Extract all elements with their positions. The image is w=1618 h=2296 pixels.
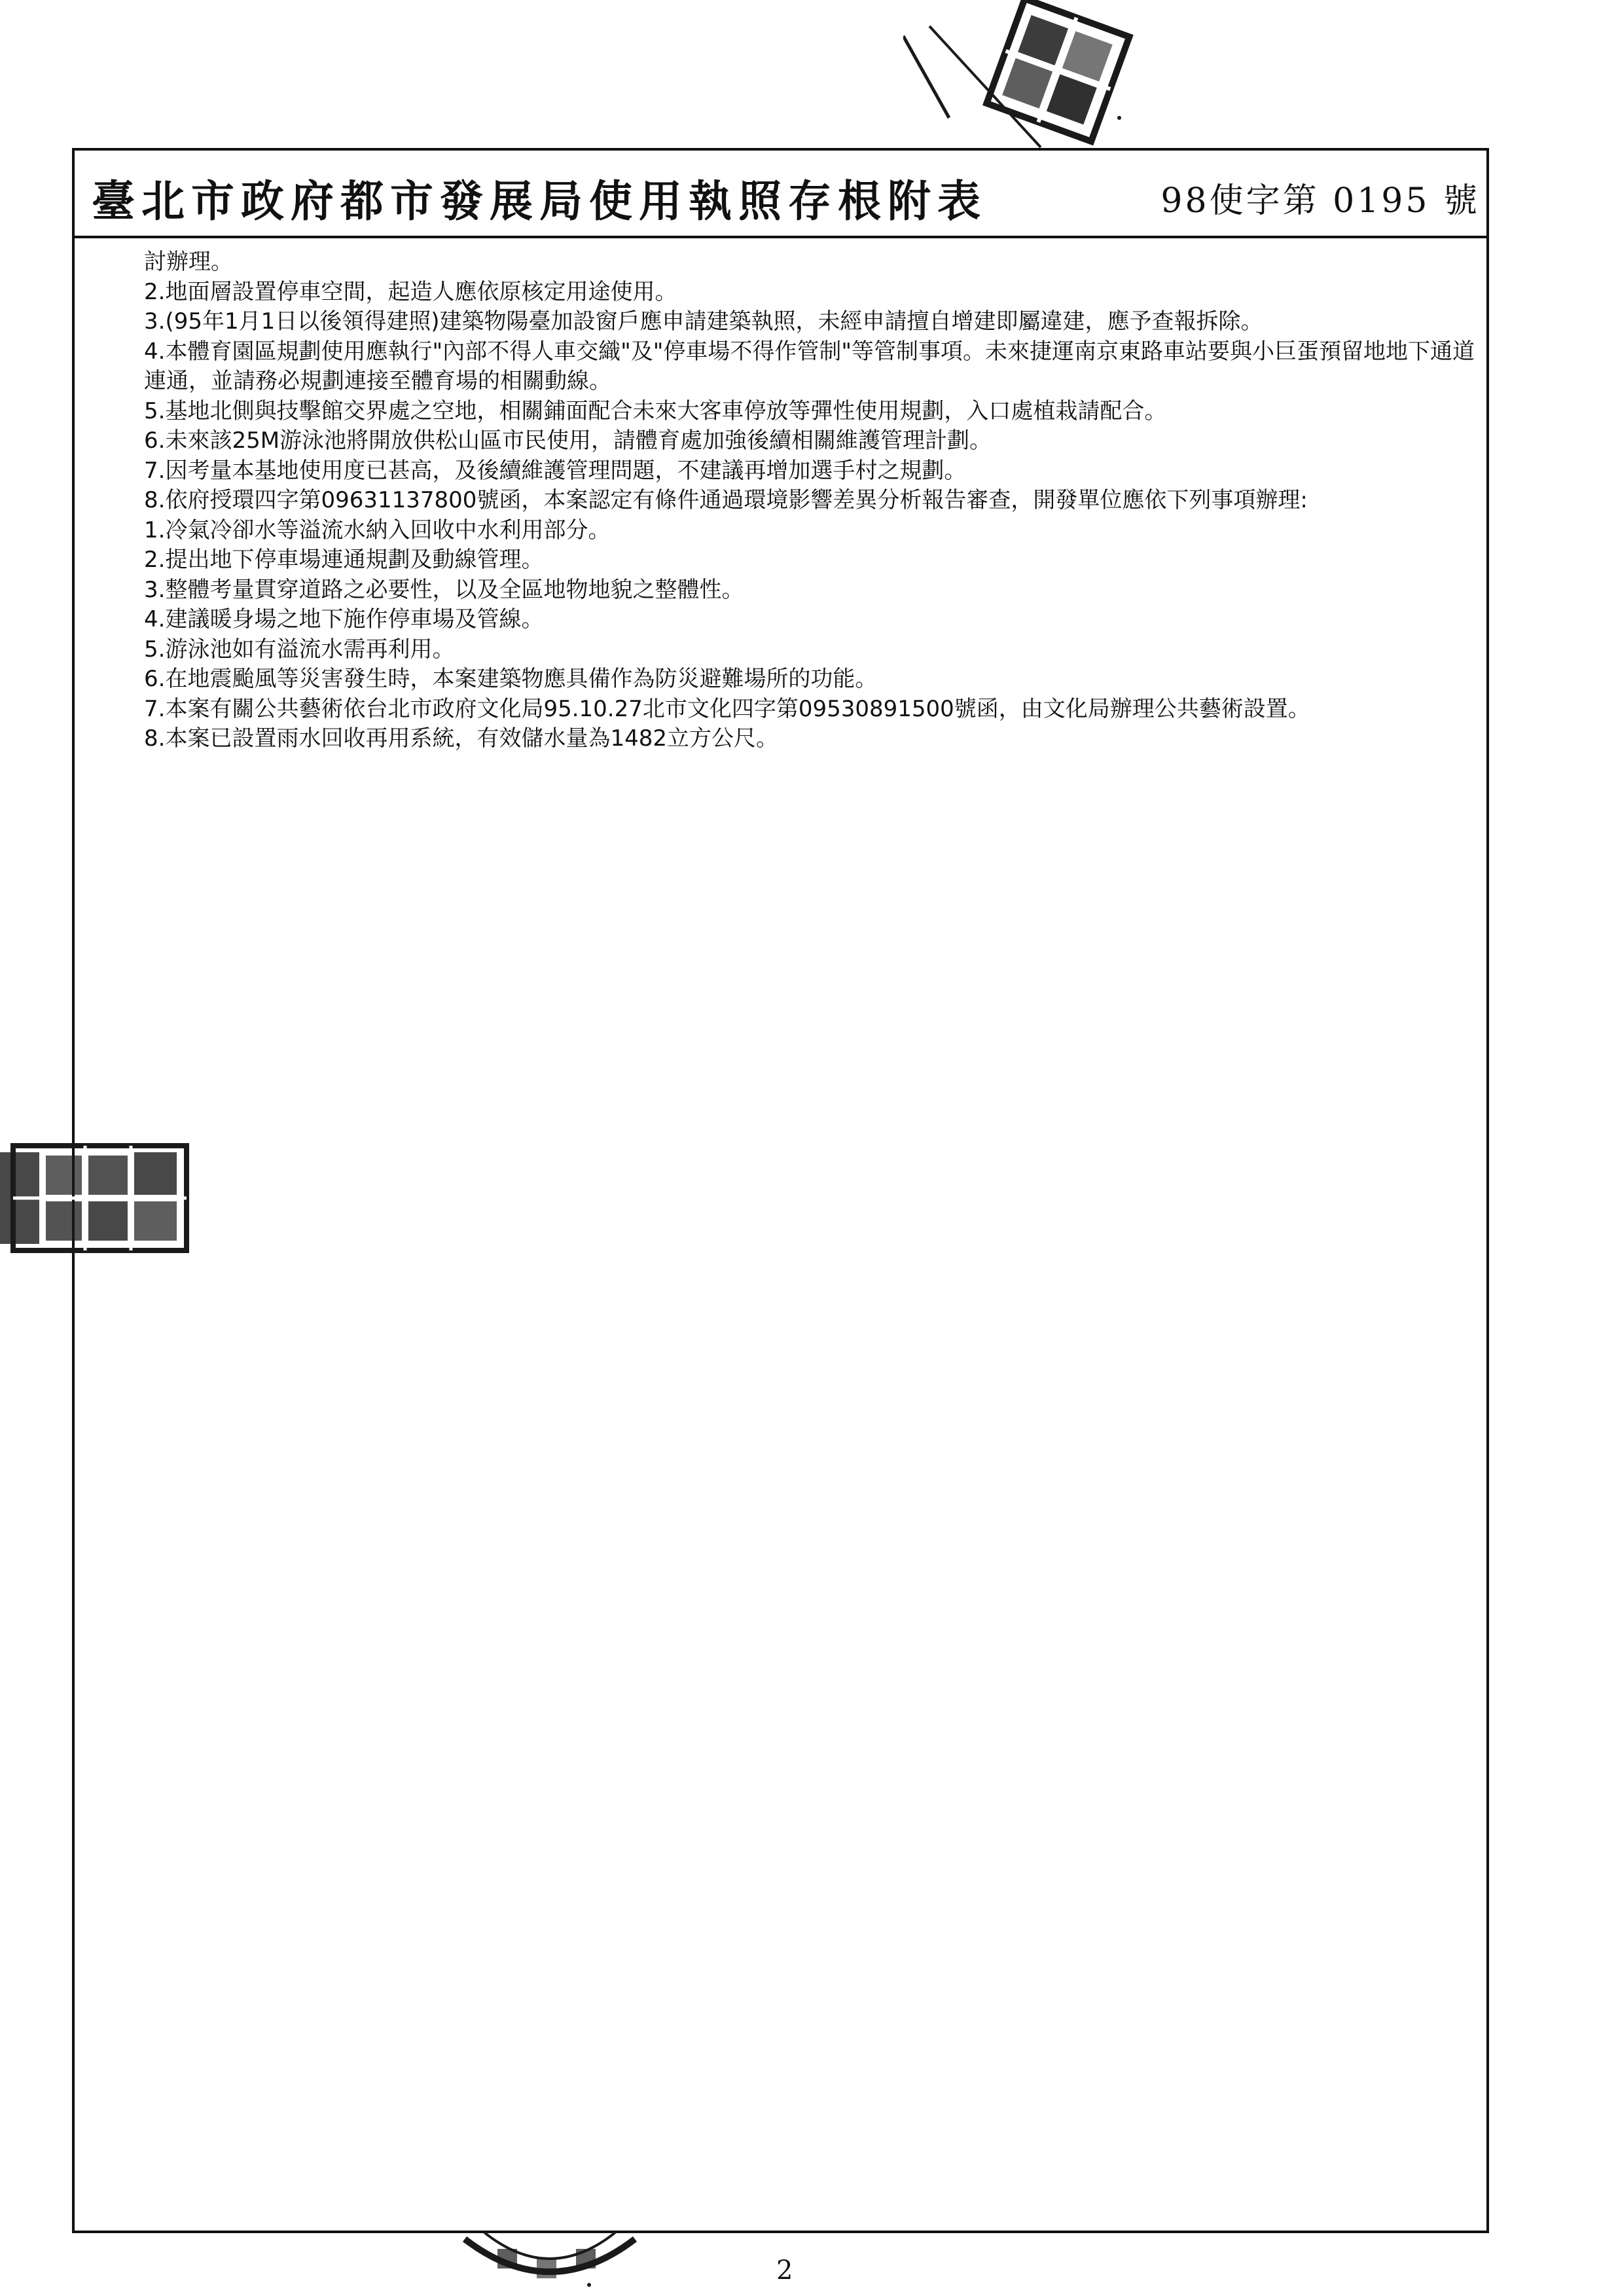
permit-number: 98使字第 0195 號 <box>1160 181 1480 221</box>
list-item: 4.建議暖身場之地下施作停車場及管線。 <box>144 606 544 632</box>
seal-stamp-top-icon <box>903 0 1139 157</box>
list-item: 8.依府授環四字第09631137800號函，本案認定有條件通過環境影響差異分析報告審查，開發單位應依下列事項辦理: <box>144 487 1308 513</box>
list-item: 8.本案已設置雨水回收再用系統，有效儲水量為1482立方公尺。 <box>144 725 778 752</box>
list-item: 6.在地震颱風等災害發生時，本案建築物應具備作為防災避難場所的功能。 <box>144 666 878 692</box>
list-item: 7.本案有關公共藝術依台北市政府文化局95.10.27北市文化四字第09530891500號函，由文化局辦理公共藝術設置。 <box>144 695 1310 722</box>
list-item: 5.基地北側與技擊館交界處之空地，相關鋪面配合未來大客車停放等彈性使用規劃，入口處植栽請配合。 <box>144 397 1167 424</box>
page-number: 2 <box>776 2255 793 2286</box>
list-item: 5.游泳池如有溢流水需再利用。 <box>144 636 455 663</box>
list-item: 討辦理。 <box>144 249 233 275</box>
seal-stamp-left-icon <box>0 1126 196 1257</box>
list-item: 4.本體育園區規劃使用應執行"內部不得人車交織"及"停車場不得作管制"等管制事項。未來捷運南京東路車站要與小巨蛋預留地地下通道連通，並請務必規劃連接至體育場的相關動線。 <box>144 338 1475 394</box>
list-item: 3.(95年1月1日以後領得建照)建築物陽臺加設窗戶應申請建築執照，未經申請擅自增建即屬違建，應予查報拆除。 <box>144 308 1263 335</box>
list-item: 2.地面層設置停車空間，起造人應依原核定用途使用。 <box>144 278 677 305</box>
document-header <box>72 148 1489 238</box>
conditions-list <box>144 247 1479 754</box>
list-item: 7.因考量本基地使用度已甚高，及後續維護管理問題，不建議再增加選手村之規劃。 <box>144 457 967 484</box>
seal-stamp-bottom-icon <box>452 2213 648 2296</box>
list-item: 3.整體考量貫穿道路之必要性，以及全區地物地貌之整體性。 <box>144 576 744 603</box>
list-item: 1.冷氣冷卻水等溢流水納入回收中水利用部分。 <box>144 517 611 543</box>
document-title: 臺北市政府都市發展局使用執照存根附表 <box>92 175 987 227</box>
list-item: 2.提出地下停車場連通規劃及動線管理。 <box>144 547 544 573</box>
list-item: 6.未來該25M游泳池將開放供松山區市民使用，請體育處加強後續相關維護管理計劃。 <box>144 428 992 454</box>
